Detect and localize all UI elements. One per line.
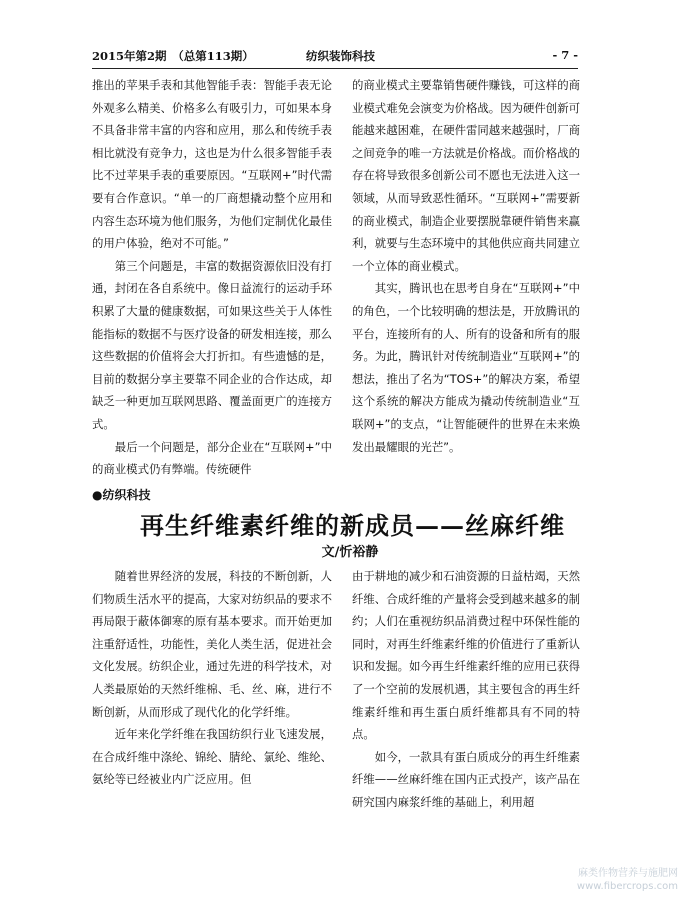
top-left-column — [92, 74, 332, 481]
paragraph: 如今，一款具有蛋白质成分的再生纤维素纤维——丝麻纤维在国内正式投产，该产品在研究国内麻浆纤维的基础上，利用超 — [352, 749, 580, 809]
paragraph: 由于耕地的减少和石油资源的日益枯竭，天然纤维、合成纤维的产量将会受到越来越多的制约；人们在重视纺织品消费过程中环保性能的同时，对再生纤维素纤维的价值进行了重新认识和发掘。如今再生纤维素纤维的应用已获得了一个空前的发展机遇，其主要包含的再生纤维素纤维和再生蛋白质纤维都具有不同的特点。 — [352, 569, 580, 742]
journal-name: 纺织装饰科技 — [306, 49, 375, 63]
page-number: - 7 - — [552, 48, 578, 62]
watermark — [548, 867, 678, 893]
paragraph: 近年来化学纤维在我国纺织行业飞速发展，在合成纤维中涤纶、锦纶、腈纶、氯纶、维纶、氨纶等已经被业内广泛应用。但 — [92, 727, 332, 787]
paragraph: 最后一个问题是，部分企业在“互联网+”中的商业模式仍有弊端。传统硬件 — [92, 439, 332, 477]
paragraph: 第三个问题是，丰富的数据资源依旧没有打通，封闭在各自系统中。像日益流行的运动手环积累了大量的健康数据，可如果这些关于人体性能指标的数据不与医疗设备的研发相连接，那么这些数据的价值将会大打折扣。有些遗憾的是，目前的数据分享主要靠不同企业的合作达成，却缺乏一种更加互联网思路、覆盖面更广的连接方式。 — [92, 258, 332, 431]
paragraph: 推出的苹果手表和其他智能手表：智能手表无论外观多么精美、价格多么有吸引力，可如果本身不具备非常丰富的内容和应用，那么和传统手表相比就没有竞争力，这也是为什么很多智能手表比不过苹果手表的重要原因。“互联网+”时代需要有合作意识。“单一的厂商想撬动整个应用和内容生态环境为他们服务，为他们定制优化最佳的用户体验，绝对不可能。” — [92, 78, 332, 251]
top-right-column — [352, 74, 580, 458]
paragraph: 其实，腾讯也在思考自身在“互联网+”中的角色，一个比较明确的想法是，开放腾讯的平台，连接所有的人、所有的设备和所有的服务。为此，腾讯针对传统制造业“互联网+”的想法，推出了名为“TOS+”的解决方案，希望这个系统的解决方能成为撬动传统制造业“互联网+”的支点，“让智能硬件的世界在未来焕发出最耀眼的光芒”。 — [352, 281, 580, 454]
bottom-left-column — [92, 565, 332, 791]
bottom-right-column — [352, 565, 580, 814]
watermark-url: www.fibercrops.com — [576, 881, 678, 892]
watermark-line: 麻类作物营养与施肥网 — [578, 868, 678, 879]
paragraph: 的商业模式主要靠销售硬件赚钱，可这样的商业模式难免会演变为价格战。因为硬件创新可能越来越困难，在硬件雷同越来越强时，厂商之间竞争的唯一方法就是价格战。而价格战的存在将导致很多创新公司不愿也无法进入这一领域，从而导致恶性循环。“互联网+”需要新的商业模式，制造企业要摆脱靠硬件销售来赢利，就要与生态环境中的其他供应商共同建立一个立体的商业模式。 — [352, 78, 580, 273]
page-header — [92, 44, 578, 69]
section-label: ●纺织科技 — [92, 488, 151, 502]
paragraph: 随着世界经济的发展，科技的不断创新，人们物质生活水平的提高，大家对纺织品的要求不再局限于蔽体御寒的原有基本要求。而开始更加注重舒适性，功能性，美化人类生活，促进社会文化发展。纺织企业，通过先进的科学技术，对人类最原始的天然纤维棉、毛、丝、麻，进行不断创新，从而形成了现代化的化学纤维。 — [92, 569, 332, 719]
article-title: 再生纤维素纤维的新成员——丝麻纤维 — [140, 511, 565, 540]
article-author: 文/忻裕静 — [321, 545, 379, 560]
issue-info: 2015年第2期 （总第113期） — [92, 49, 254, 63]
